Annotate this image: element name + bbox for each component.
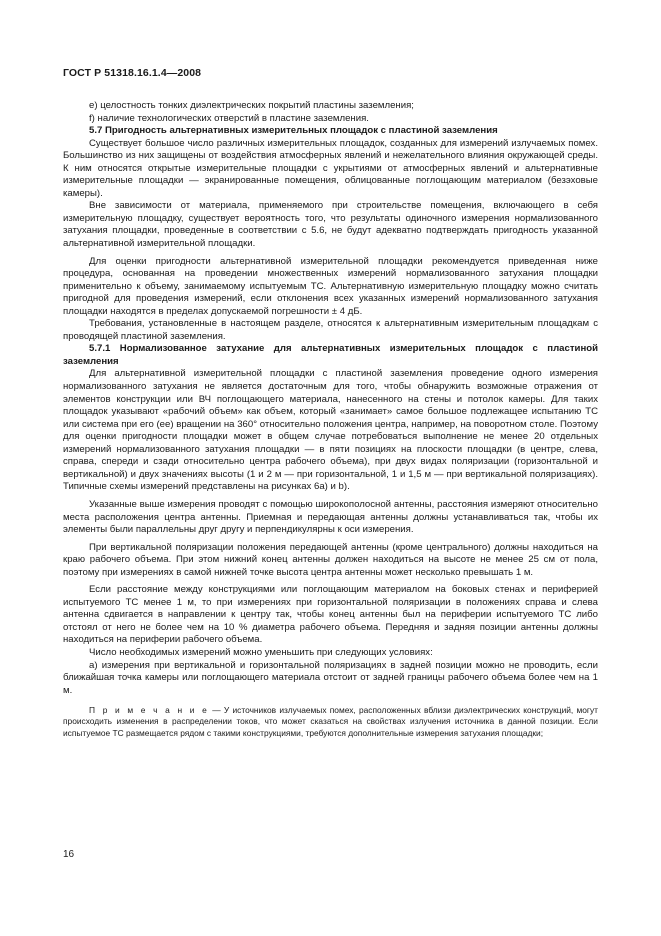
paragraph: Для альтернативной измерительной площадки с пластиной заземления проведение одного измерения нормализованного затухания не является достаточным для того, чтобы обнаружить возможные отражения от элементов конструкции или ВЧ поглощающего материала, нанесенного на стены и потолок камеры. Для таких площадок указывают «рабочий объем» как объем, который «занимает» самое большое подлежащее испытанию ТС или система при его (ее) вращении на 360° относительно положения центра, например, на поворотном столе. Поэтому для оценки пригодности площадки может в общем случае потребоваться выполнение не менее 20 отдельных измерений нормализованного затухания площадки — в пяти позициях на плоскости площадки (в центре, слева, справа, спереди и сзади относительно центра рабочего объема), при двух видах поляризации (горизонтальной и вертикальной) и двух значениях высоты (1 и 2 м — при горизонтальной, 1 и 1,5 м — при вертикальной поляризациях). Типичные схемы измерений представлены на рисунках 6а) и b). [63,368,598,493]
paragraph: При вертикальной поляризации положения передающей антенны (кроме центрального) должны находиться на краю рабочего объема. При этом нижний конец антенны должен находиться на высоте не менее 25 см от пола, поэтому при измерениях в самой нижней точке высота центра антенны может несколько превышать 1 м. [63,541,598,578]
document-body [63,100,598,739]
section-heading-5-7: 5.7 Пригодность альтернативных измерительных площадок с пластиной заземления [89,125,498,137]
paragraph: Существует большое число различных измерительных площадок, созданных для измерений излучаемых помех. Большинство из них защищены от воздействия атмосферных явлений и нежелательного влияния окружающей среды. К ним относятся открытые измерительные площадки с укрытиями от атмосферных явлений и альтернативные измерительные площадки — экранированные помещения, облицованные поглощающим материалом (безэховые камеры). [63,137,598,199]
note-label: П р и м е ч а н и е [89,705,209,716]
section-heading-5-7-1: 5.7.1 Нормализованное затухание для альтернативных измерительных площадок с пластиной заземления [63,343,598,367]
standard-header: ГОСТ Р 51318.16.1.4—2008 [63,67,202,79]
list-item-a: а) измерения при вертикальной и горизонтальной поляризациях в задней позиции можно не проводить, если ближайшая точка камеры или поглощающего материала отстоит от задней границы рабочего объема более чем на 1 м. [63,659,598,696]
paragraph: Требования, установленные в настоящем разделе, относятся к альтернативным измерительным площадкам с проводящей пластиной заземления. [63,318,598,342]
paragraph: Вне зависимости от материала, применяемого при строительстве помещения, включающего в себя измерительную площадку, существует вероятность того, что результаты одиночного измерения нормализованного затухания площадки, проведенные в соответствии с 5.6, не будут адекватно подтверждать пригодность указанной альтернативной измерительной площадки. [63,200,598,250]
paragraph: Для оценки пригодности альтернативной измерительной площадки рекомендуется приведенная ниже процедура, основанная на проведении множественных измерений нормализованного затухания площадки применительно к объему, занимаемому испытуемым ТС. Альтернативную измерительную площадку можно считать пригодной для проведения измерений, если отклонения всех указанных измерений нормализованного затухания площадки находятся в пределах допускаемой погрешности ± 4 дБ. [63,255,598,317]
paragraph: Указанные выше измерения проводят с помощью широкополосной антенны, расстояния измеряют относительно места расположения центра антенны. Приемная и передающая антенны должны устанавливаться так, чтобы их элементы были параллельны друг другу и перпендикулярны к оси измерения. [63,498,598,536]
note-text: — У источников излучаемых помех, расположенных вблизи диэлектрических конструкций, могут происходить изменения в распределении токов, что может сказаться на свойствах излучения источника в данной позиции. Если испытуемое ТС размещается рядом с такими конструкциями, требуются дополнительные измерения затухания площадки; [63,705,599,738]
note [63,705,598,739]
list-item-e: e) целостность тонких диэлектрических покрытий пластины заземления; [89,100,414,111]
list-item-f: f) наличие технологических отверстий в пластине заземления. [89,112,369,124]
paragraph: Если расстояние между конструкциями или поглощающим материалом на боковых стенах и периферией испытуемого ТС менее 1 м, то при измерениях при горизонтальной поляризации в положениях справа и слева антенна сдвигается в направлении к центру так, чтобы конец антенны был на периферии испытуемого ТС либо отстоял от него не более чем на 10 % диаметра рабочего объема. Передняя и задняя позиции антенны должны находиться на периферии рабочего объема. [63,584,598,646]
paragraph: Число необходимых измерений можно уменьшить при следующих условиях: [89,646,433,658]
page-number: 16 [63,849,75,860]
